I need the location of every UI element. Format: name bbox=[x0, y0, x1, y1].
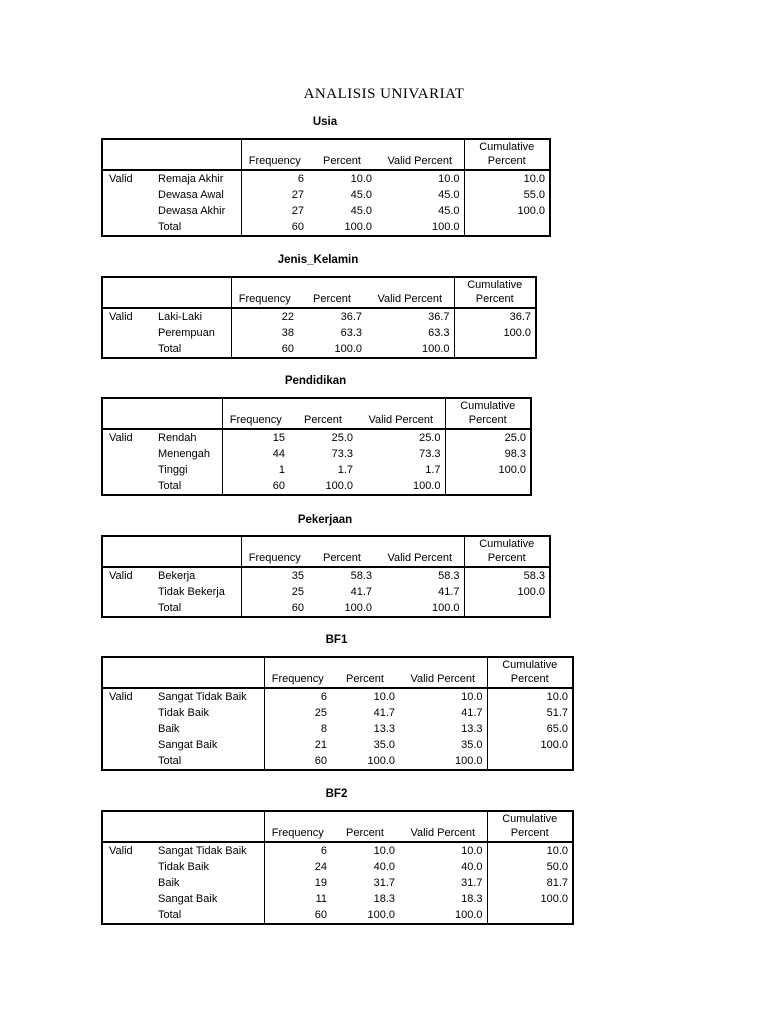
percent-cell: 100.0 bbox=[367, 909, 395, 921]
valid-label: Valid bbox=[109, 173, 133, 185]
frequency-cell: 60 bbox=[281, 343, 294, 355]
category-label: Sangat Baik bbox=[152, 891, 264, 907]
cumulative-percent-header-text: Cumulative bbox=[467, 279, 523, 291]
valid-percent-cell: 13.3 bbox=[399, 721, 487, 737]
cumulative-percent-header-text: Percent bbox=[487, 552, 526, 564]
percent-cell: 41.7 bbox=[350, 586, 372, 598]
valid-percent-cell: 100.0 bbox=[357, 478, 445, 495]
header-empty bbox=[152, 657, 264, 688]
percent-cell: 63.3 bbox=[340, 327, 362, 339]
frequency-cell: 27 bbox=[291, 205, 304, 217]
valid-percent-header bbox=[357, 398, 445, 429]
frequency-cell: 60 bbox=[314, 755, 327, 767]
table-row bbox=[102, 859, 573, 875]
valid-percent-cell: 45.0 bbox=[376, 187, 464, 203]
cumulative-percent-header bbox=[454, 277, 536, 308]
frequency-header-text: Frequency bbox=[248, 155, 301, 167]
valid-label bbox=[102, 737, 152, 753]
frequency-header bbox=[241, 536, 308, 567]
cumulative-percent-cell bbox=[487, 907, 573, 924]
frequency-cell: 60 bbox=[291, 221, 304, 233]
cumulative-percent-header bbox=[445, 398, 531, 429]
valid-percent-cell: 10.0 bbox=[376, 170, 464, 187]
percent-header-text: Percent bbox=[304, 414, 342, 426]
valid-label: Valid bbox=[109, 570, 133, 582]
frequency-header bbox=[241, 139, 308, 170]
category-label: Menengah bbox=[152, 446, 222, 462]
table-row bbox=[102, 462, 531, 478]
table-row bbox=[102, 219, 550, 236]
percent-cell: 35.0 bbox=[373, 739, 395, 751]
category-label: Baik bbox=[152, 875, 264, 891]
frequency-cell: 60 bbox=[291, 602, 304, 614]
table-row bbox=[102, 478, 531, 495]
frequency-cell: 6 bbox=[320, 845, 327, 857]
table-title: BF2 bbox=[325, 788, 348, 800]
cumulative-percent-cell: 100.0 bbox=[517, 205, 545, 217]
cumulative-percent-cell: 100.0 bbox=[540, 893, 568, 905]
cumulative-percent-header bbox=[464, 139, 550, 170]
category-label: Sangat Tidak Baik bbox=[152, 842, 264, 859]
valid-label bbox=[102, 875, 152, 891]
category-label: Perempuan bbox=[152, 325, 231, 341]
category-label: Total bbox=[152, 753, 264, 770]
cumulative-percent-cell: 98.3 bbox=[504, 448, 526, 460]
valid-percent-cell: 40.0 bbox=[399, 859, 487, 875]
header-empty bbox=[102, 398, 152, 429]
category-label: Tidak Baik bbox=[152, 859, 264, 875]
valid-label bbox=[102, 859, 152, 875]
frequency-table bbox=[101, 810, 574, 925]
cumulative-percent-cell: 36.7 bbox=[509, 311, 531, 323]
frequency-header bbox=[231, 277, 298, 308]
table-row bbox=[102, 688, 573, 705]
percent-cell: 40.0 bbox=[373, 861, 395, 873]
percent-cell: 100.0 bbox=[325, 480, 353, 492]
cumulative-percent-header-text: Cumulative bbox=[460, 400, 516, 412]
valid-percent-header-text: Valid Percent bbox=[387, 155, 453, 167]
table-row bbox=[102, 187, 550, 203]
percent-header bbox=[289, 398, 357, 429]
percent-cell: 45.0 bbox=[350, 189, 372, 201]
valid-label bbox=[102, 446, 152, 462]
cumulative-percent-cell bbox=[464, 600, 550, 617]
category-label: Total bbox=[152, 219, 241, 236]
header-empty bbox=[102, 277, 152, 308]
valid-percent-header bbox=[399, 811, 487, 842]
header-row bbox=[102, 811, 573, 842]
percent-cell: 41.7 bbox=[373, 707, 395, 719]
valid-percent-cell: 1.7 bbox=[357, 462, 445, 478]
cumulative-percent-header-text: Cumulative bbox=[479, 141, 535, 153]
header-empty bbox=[102, 139, 152, 170]
valid-percent-cell: 36.7 bbox=[366, 308, 454, 325]
valid-label bbox=[102, 462, 152, 478]
cumulative-percent-cell: 10.0 bbox=[523, 173, 545, 185]
category-label: Total bbox=[152, 478, 222, 495]
frequency-cell: 38 bbox=[281, 327, 294, 339]
table-row bbox=[102, 737, 573, 753]
category-label: Total bbox=[152, 341, 231, 358]
percent-header bbox=[308, 139, 376, 170]
frequency-cell: 27 bbox=[291, 189, 304, 201]
cumulative-percent-cell: 100.0 bbox=[517, 586, 545, 598]
valid-percent-cell: 45.0 bbox=[376, 203, 464, 219]
frequency-header-text: Frequency bbox=[271, 673, 324, 685]
frequency-cell: 25 bbox=[314, 707, 327, 719]
valid-label bbox=[102, 325, 152, 341]
category-label: Baik bbox=[152, 721, 264, 737]
category-label: Remaja Akhir bbox=[152, 170, 241, 187]
header-empty bbox=[102, 536, 152, 567]
percent-header bbox=[331, 811, 399, 842]
frequency-header bbox=[264, 811, 331, 842]
table-row bbox=[102, 341, 536, 358]
frequency-header-text: Frequency bbox=[271, 827, 324, 839]
cumulative-percent-cell: 58.3 bbox=[523, 570, 545, 582]
percent-cell: 10.0 bbox=[350, 173, 372, 185]
table-row bbox=[102, 875, 573, 891]
frequency-cell: 19 bbox=[314, 877, 327, 889]
table-title: Jenis_Kelamin bbox=[277, 254, 359, 266]
header-empty bbox=[152, 139, 241, 170]
percent-cell: 45.0 bbox=[350, 205, 372, 217]
percent-header-text: Percent bbox=[323, 155, 361, 167]
percent-cell: 10.0 bbox=[373, 691, 395, 703]
valid-label bbox=[102, 600, 152, 617]
frequency-cell: 6 bbox=[320, 691, 327, 703]
category-label: Total bbox=[152, 907, 264, 924]
valid-label bbox=[102, 584, 152, 600]
frequency-cell: 44 bbox=[272, 448, 285, 460]
percent-header-text: Percent bbox=[346, 673, 384, 685]
valid-percent-cell: 31.7 bbox=[399, 875, 487, 891]
table-row bbox=[102, 891, 573, 907]
cumulative-percent-header-text: Percent bbox=[468, 414, 507, 426]
document-title: ANALISIS UNIVARIAT bbox=[303, 86, 465, 102]
table-title: Pendidikan bbox=[284, 375, 347, 387]
table-row bbox=[102, 429, 531, 446]
category-label: Bekerja bbox=[152, 567, 241, 584]
percent-header bbox=[308, 536, 376, 567]
percent-cell: 73.3 bbox=[331, 448, 353, 460]
percent-cell: 100.0 bbox=[344, 602, 372, 614]
valid-label: Valid bbox=[109, 311, 133, 323]
valid-percent-cell: 100.0 bbox=[376, 219, 464, 236]
valid-label bbox=[102, 478, 152, 495]
valid-percent-cell: 100.0 bbox=[399, 907, 487, 924]
valid-label: Valid bbox=[109, 432, 133, 444]
table-title: Pekerjaan bbox=[297, 514, 353, 526]
table-title: BF1 bbox=[325, 634, 348, 646]
frequency-cell: 25 bbox=[291, 586, 304, 598]
valid-percent-cell: 35.0 bbox=[399, 737, 487, 753]
valid-percent-cell: 10.0 bbox=[399, 842, 487, 859]
header-row bbox=[102, 277, 536, 308]
percent-cell: 25.0 bbox=[331, 432, 353, 444]
frequency-header-text: Frequency bbox=[238, 293, 291, 305]
frequency-table bbox=[101, 276, 537, 359]
table-row bbox=[102, 567, 550, 584]
valid-percent-cell: 18.3 bbox=[399, 891, 487, 907]
frequency-cell: 21 bbox=[314, 739, 327, 751]
cumulative-percent-header-text: Cumulative bbox=[479, 538, 535, 550]
valid-percent-header bbox=[376, 536, 464, 567]
percent-cell: 31.7 bbox=[373, 877, 395, 889]
frequency-header-text: Frequency bbox=[248, 552, 301, 564]
category-label: Rendah bbox=[152, 429, 222, 446]
valid-percent-cell: 100.0 bbox=[399, 753, 487, 770]
cumulative-percent-cell bbox=[487, 753, 573, 770]
table-row bbox=[102, 842, 573, 859]
header-empty bbox=[102, 811, 152, 842]
valid-label bbox=[102, 187, 152, 203]
valid-percent-cell: 100.0 bbox=[376, 600, 464, 617]
valid-percent-cell: 41.7 bbox=[399, 705, 487, 721]
cumulative-percent-cell: 51.7 bbox=[546, 707, 568, 719]
valid-percent-header-text: Valid Percent bbox=[410, 673, 476, 685]
valid-label bbox=[102, 891, 152, 907]
cumulative-percent-header bbox=[464, 536, 550, 567]
cumulative-percent-header bbox=[487, 811, 573, 842]
category-label: Tidak Bekerja bbox=[152, 584, 241, 600]
valid-label bbox=[102, 219, 152, 236]
valid-percent-header bbox=[376, 139, 464, 170]
frequency-cell: 35 bbox=[291, 570, 304, 582]
category-label: Total bbox=[152, 600, 241, 617]
frequency-cell: 15 bbox=[272, 432, 285, 444]
percent-cell: 100.0 bbox=[334, 343, 362, 355]
valid-percent-header-text: Valid Percent bbox=[410, 827, 476, 839]
cumulative-percent-cell bbox=[464, 219, 550, 236]
cumulative-percent-header-text: Percent bbox=[487, 155, 526, 167]
category-label: Tinggi bbox=[152, 462, 222, 478]
cumulative-percent-header-text: Percent bbox=[475, 293, 514, 305]
header-empty bbox=[152, 536, 241, 567]
table-row bbox=[102, 721, 573, 737]
cumulative-percent-cell bbox=[445, 478, 531, 495]
header-row bbox=[102, 398, 531, 429]
cumulative-percent-cell: 10.0 bbox=[546, 845, 568, 857]
valid-percent-cell: 63.3 bbox=[366, 325, 454, 341]
cumulative-percent-cell: 65.0 bbox=[546, 723, 568, 735]
frequency-cell: 8 bbox=[320, 723, 327, 735]
cumulative-percent-header-text: Percent bbox=[510, 827, 549, 839]
valid-label bbox=[102, 705, 152, 721]
frequency-table bbox=[101, 397, 532, 496]
valid-label bbox=[102, 203, 152, 219]
cumulative-percent-cell: 50.0 bbox=[546, 861, 568, 873]
cumulative-percent-header bbox=[487, 657, 573, 688]
percent-cell: 13.3 bbox=[373, 723, 395, 735]
header-empty bbox=[102, 657, 152, 688]
cumulative-percent-cell: 25.0 bbox=[504, 432, 526, 444]
header-empty bbox=[152, 398, 222, 429]
percent-cell: 1.7 bbox=[337, 464, 353, 476]
valid-percent-header-text: Valid Percent bbox=[387, 552, 453, 564]
category-label: Laki-Laki bbox=[152, 308, 231, 325]
table-row bbox=[102, 705, 573, 721]
frequency-cell: 60 bbox=[272, 480, 285, 492]
table-title: Usia bbox=[312, 116, 338, 128]
percent-header bbox=[298, 277, 366, 308]
frequency-table bbox=[101, 138, 551, 237]
table-row bbox=[102, 907, 573, 924]
category-label: Dewasa Akhir bbox=[152, 203, 241, 219]
valid-label: Valid bbox=[109, 845, 133, 857]
valid-percent-cell: 100.0 bbox=[366, 341, 454, 358]
frequency-header-text: Frequency bbox=[229, 414, 282, 426]
valid-label bbox=[102, 907, 152, 924]
frequency-header bbox=[222, 398, 289, 429]
percent-cell: 100.0 bbox=[344, 221, 372, 233]
header-row bbox=[102, 657, 573, 688]
table-row bbox=[102, 203, 550, 219]
header-empty bbox=[152, 277, 231, 308]
frequency-cell: 1 bbox=[278, 464, 285, 476]
valid-label bbox=[102, 721, 152, 737]
valid-percent-header bbox=[399, 657, 487, 688]
percent-header-text: Percent bbox=[313, 293, 351, 305]
cumulative-percent-cell: 100.0 bbox=[498, 464, 526, 476]
header-empty bbox=[152, 811, 264, 842]
table-row bbox=[102, 308, 536, 325]
valid-label: Valid bbox=[109, 691, 133, 703]
cumulative-percent-cell bbox=[454, 341, 536, 358]
table-row bbox=[102, 446, 531, 462]
valid-percent-cell: 25.0 bbox=[357, 429, 445, 446]
table-row bbox=[102, 325, 536, 341]
cumulative-percent-cell: 81.7 bbox=[546, 877, 568, 889]
header-row bbox=[102, 139, 550, 170]
valid-percent-header-text: Valid Percent bbox=[377, 293, 443, 305]
valid-percent-header-text: Valid Percent bbox=[368, 414, 434, 426]
frequency-cell: 6 bbox=[297, 173, 304, 185]
percent-cell: 18.3 bbox=[373, 893, 395, 905]
frequency-cell: 24 bbox=[314, 861, 327, 873]
percent-cell: 36.7 bbox=[340, 311, 362, 323]
frequency-cell: 60 bbox=[314, 909, 327, 921]
frequency-table bbox=[101, 656, 574, 771]
cumulative-percent-cell: 100.0 bbox=[540, 739, 568, 751]
valid-label bbox=[102, 753, 152, 770]
category-label: Dewasa Awal bbox=[152, 187, 241, 203]
percent-cell: 100.0 bbox=[367, 755, 395, 767]
valid-percent-cell: 10.0 bbox=[399, 688, 487, 705]
frequency-cell: 22 bbox=[281, 311, 294, 323]
frequency-table bbox=[101, 535, 551, 618]
percent-cell: 58.3 bbox=[350, 570, 372, 582]
percent-header bbox=[331, 657, 399, 688]
header-row bbox=[102, 536, 550, 567]
cumulative-percent-header-text: Percent bbox=[510, 673, 549, 685]
table-row bbox=[102, 170, 550, 187]
cumulative-percent-header-text: Cumulative bbox=[502, 659, 558, 671]
cumulative-percent-header-text: Cumulative bbox=[502, 813, 558, 825]
percent-cell: 10.0 bbox=[373, 845, 395, 857]
category-label: Tidak Baik bbox=[152, 705, 264, 721]
valid-label bbox=[102, 341, 152, 358]
valid-percent-cell: 58.3 bbox=[376, 567, 464, 584]
table-row bbox=[102, 753, 573, 770]
category-label: Sangat Baik bbox=[152, 737, 264, 753]
cumulative-percent-cell: 55.0 bbox=[523, 189, 545, 201]
cumulative-percent-cell: 100.0 bbox=[503, 327, 531, 339]
category-label: Sangat Tidak Baik bbox=[152, 688, 264, 705]
percent-header-text: Percent bbox=[346, 827, 384, 839]
cumulative-percent-cell: 10.0 bbox=[546, 691, 568, 703]
valid-percent-cell: 41.7 bbox=[376, 584, 464, 600]
valid-percent-header bbox=[366, 277, 454, 308]
frequency-header bbox=[264, 657, 331, 688]
valid-percent-cell: 73.3 bbox=[357, 446, 445, 462]
percent-header-text: Percent bbox=[323, 552, 361, 564]
table-row bbox=[102, 600, 550, 617]
table-row bbox=[102, 584, 550, 600]
frequency-cell: 11 bbox=[315, 893, 327, 905]
